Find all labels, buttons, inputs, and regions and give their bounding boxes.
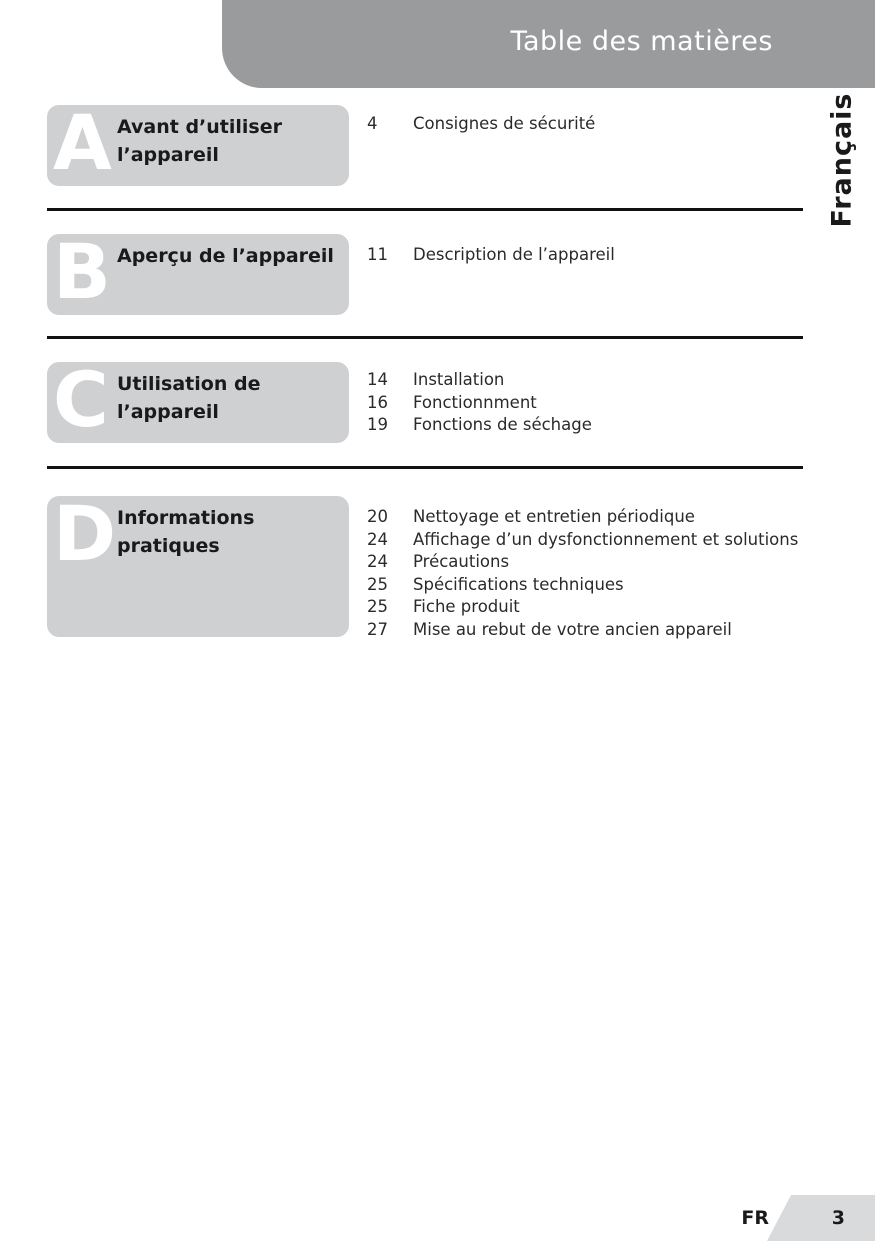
section-a [47,98,803,187]
footer-tab-slant [767,1195,791,1241]
toc-entry[interactable] [367,113,595,136]
toc-entry[interactable] [367,392,592,415]
section-d-box [47,489,349,637]
toc-entry[interactable] [367,574,798,597]
toc-entry[interactable] [367,551,798,574]
toc-page-number: 25 [367,597,388,616]
section-a-entries [367,113,595,136]
toc-entry-text: Fonctionnment [413,392,537,412]
section-c-title: Utilisation de l’appareil [117,373,261,423]
toc-page-number: 24 [367,552,388,571]
section-c [47,355,803,444]
toc-entry[interactable] [367,244,615,267]
toc-entry-text: Affichage d’un dysfonctionnement et solutions [413,529,799,549]
toc-entry-text: Fonctions de séchage [413,415,592,434]
section-b-title: Aperçu de l’appareil [117,245,334,267]
section-c-entries [367,369,592,437]
section-divider [47,336,803,339]
section-a-box [47,98,349,187]
section-d-title: Informations pratiques [117,507,255,557]
footer-language-code: FR [741,1207,769,1229]
section-a-letter: A [53,98,112,187]
section-divider [47,466,803,469]
section-d-entries [367,506,798,641]
section-b-entries [367,244,615,267]
toc-page-number: 16 [367,392,388,412]
toc-page-number: 4 [367,114,378,133]
language-side-label: Français [826,92,858,228]
toc-entry[interactable] [367,414,592,437]
toc-entry-text: Mise au rebut de votre ancien appareil [413,619,732,639]
section-d [47,489,803,639]
toc-page-number: 14 [367,370,388,389]
toc-page-number: 25 [367,574,388,594]
section-c-box [47,355,349,444]
toc-entry-text: Nettoyage et entretien périodique [413,507,695,526]
section-c-letter: C [53,355,109,444]
toc-page-number: 20 [367,507,388,526]
toc-entry-text: Fiche produit [413,597,520,616]
header-band [222,0,875,88]
toc-entry-text: Installation [413,370,505,389]
section-a-title: Avant d’utiliser l’appareil [117,116,282,166]
toc-page-number: 24 [367,529,388,549]
page-number: 3 [831,1207,845,1229]
section-d-letter: D [53,489,117,578]
toc-entry[interactable] [367,529,798,552]
toc-entry[interactable] [367,619,798,642]
toc-page-number: 27 [367,619,388,639]
toc-page-number: 19 [367,415,388,434]
toc-page-number: 11 [367,245,388,264]
section-b-letter: B [53,227,111,316]
toc-entry-text: Description de l’appareil [413,245,615,264]
toc-entry[interactable] [367,369,592,392]
toc-entry[interactable] [367,596,798,619]
section-b-box [47,227,349,316]
toc-entry-text: Consignes de sécurité [413,114,596,133]
section-divider [47,208,803,211]
toc-entry-text: Spécifications techniques [413,574,624,594]
toc-entry-text: Précautions [413,552,510,571]
section-b [47,227,803,316]
page-title: Table des matières [510,26,773,57]
toc-entry[interactable] [367,506,798,529]
